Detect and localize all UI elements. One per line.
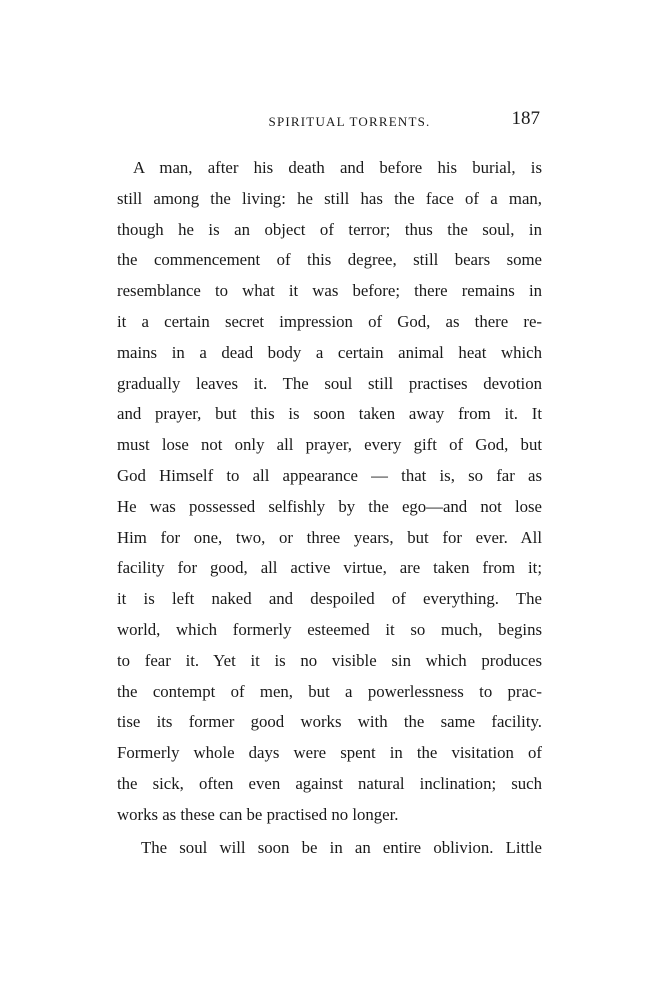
- text-line: it is left naked and despoiled of everything. The: [117, 589, 542, 609]
- text-line: resemblance to what it was before; there remains in: [117, 281, 542, 301]
- text-line: and prayer, but this is soon taken away from it. It: [117, 404, 542, 424]
- text-line: tise its former good works with the same facility.: [117, 712, 542, 732]
- text-line: He was possessed selfishly by the ego—and not lose: [117, 496, 542, 516]
- text-line: the contempt of men, but a powerlessness to prac-: [117, 681, 542, 701]
- text-line: though he is an object of terror; thus the soul, in: [117, 219, 542, 239]
- text-line: A man, after his death and before his burial, is: [133, 158, 542, 177]
- text-line: the sick, often even against natural inclination; such: [117, 773, 542, 793]
- text-line: gradually leaves it. The soul still practises devotion: [117, 373, 542, 393]
- text-line: The soul will soon be in an entire oblivion. Little: [141, 837, 542, 857]
- text-line: the commencement of this degree, still bears some: [117, 250, 542, 270]
- text-line: mains in a dead body a certain animal heat which: [117, 342, 542, 362]
- text-line: it a certain secret impression of God, as there re-: [117, 311, 542, 331]
- text-line: Him for one, two, or three years, but for ever. All: [117, 527, 542, 547]
- text-line: facility for good, all active virtue, are taken from it;: [117, 558, 542, 578]
- body-text: [117, 153, 542, 863]
- paragraph: [117, 833, 542, 864]
- text-line: must lose not only all prayer, every gift of God, but: [117, 435, 542, 455]
- text-line: works as these can be practised no longer.: [117, 804, 399, 824]
- text-line: still among the living: he still has the face of a man,: [117, 188, 542, 208]
- text-line: world, which formerly esteemed it so much, begins: [117, 619, 542, 639]
- text-line: Formerly whole days were spent in the visitation of: [117, 743, 542, 763]
- page-number: 187: [511, 108, 540, 129]
- text-line: God Himself to all appearance — that is, so far as: [117, 465, 542, 485]
- running-head: [117, 108, 542, 138]
- paragraph: [117, 153, 542, 831]
- text-line: to fear it. Yet it is no visible sin which produces: [117, 650, 542, 670]
- running-title: SPIRITUAL TORRENTS.: [268, 114, 431, 129]
